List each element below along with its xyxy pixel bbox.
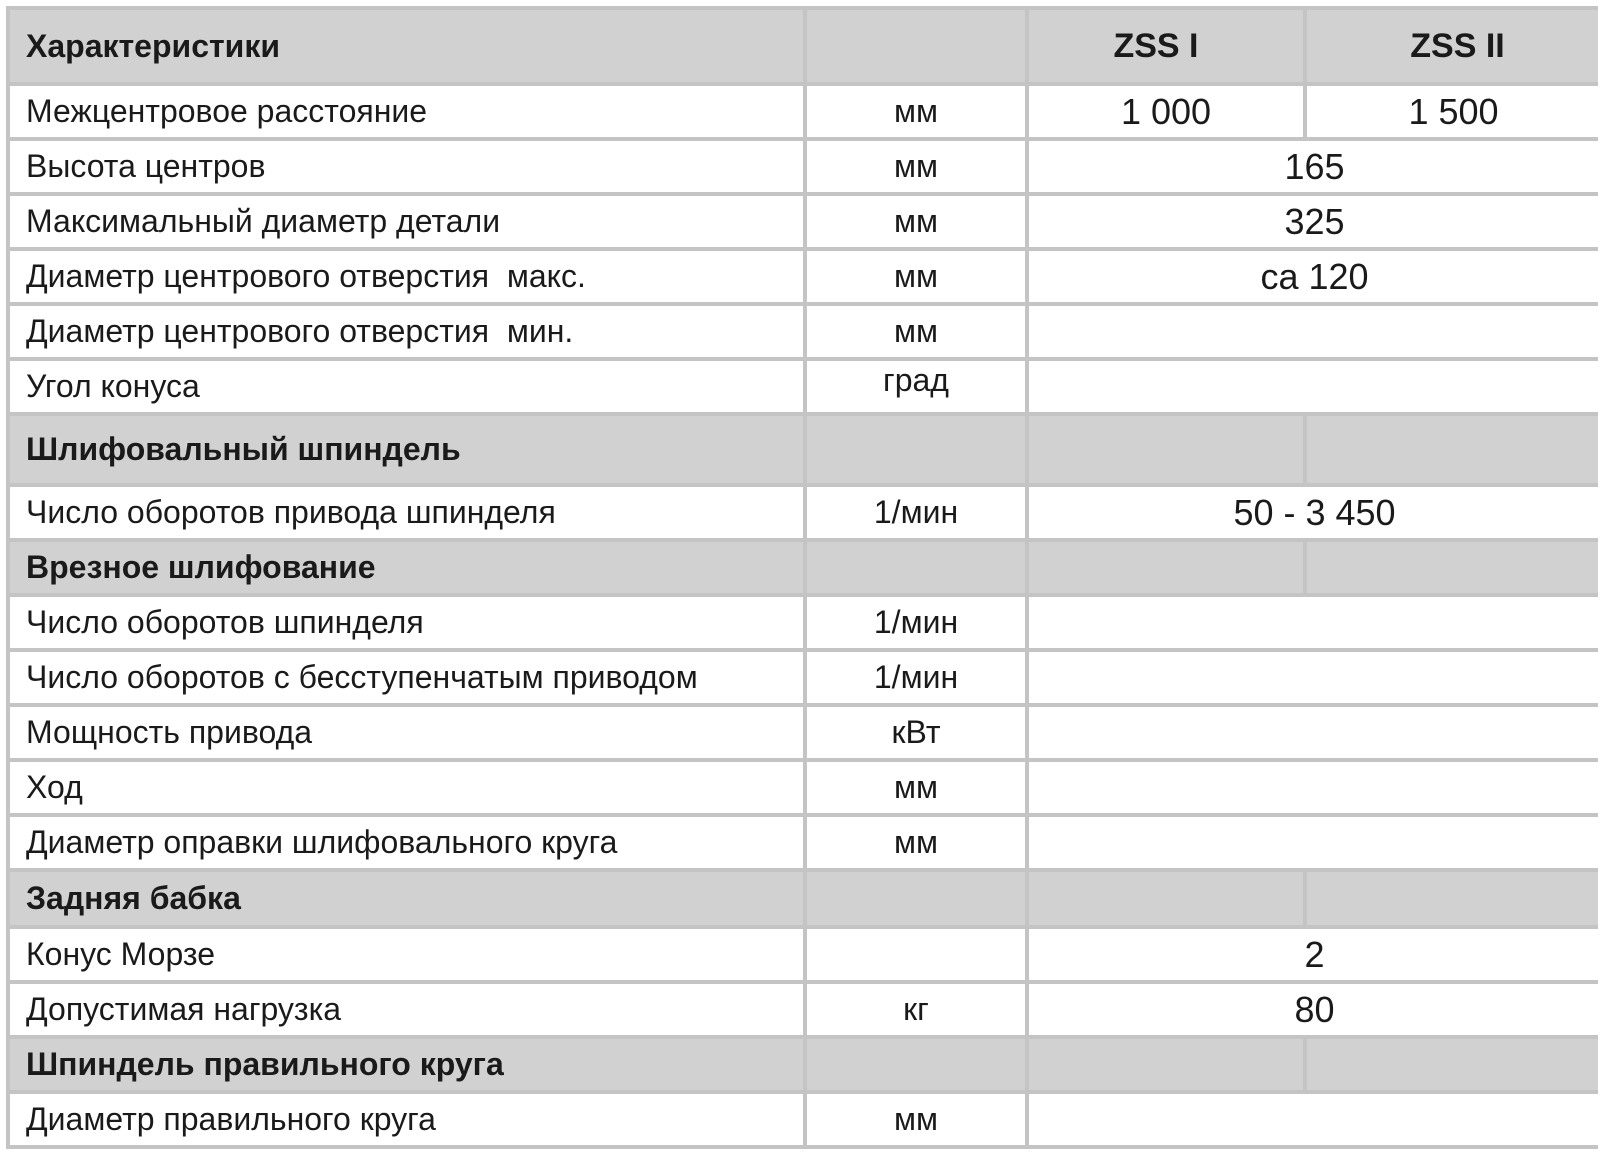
section-cell	[805, 1037, 1027, 1092]
section-cell	[1027, 540, 1305, 595]
section-cell	[1305, 870, 1600, 927]
table-row	[8, 84, 1600, 139]
spec-value: 165	[1027, 139, 1600, 194]
spec-unit: кг	[805, 982, 1027, 1037]
spec-unit: мм	[805, 194, 1027, 249]
table-row	[8, 815, 1600, 870]
table-row	[8, 927, 1600, 982]
spec-name: Число оборотов шпинделя	[8, 595, 805, 650]
table-row	[8, 595, 1600, 650]
spec-unit: кВт	[805, 705, 1027, 760]
model-name: ZSS II	[1410, 26, 1505, 65]
spec-unit-cell	[805, 359, 1027, 414]
spec-name: Межцентровое расстояние	[8, 84, 805, 139]
table-row	[8, 359, 1600, 414]
spec-unit: 1/мин	[805, 485, 1027, 540]
table-row	[8, 760, 1600, 815]
section-cell	[1305, 414, 1600, 485]
spec-unit: мм	[805, 249, 1027, 304]
spec-value: 325	[1027, 194, 1600, 249]
spec-value	[1027, 1092, 1600, 1147]
spec-value	[1027, 595, 1600, 650]
spec-name: Число оборотов с бесступенчатым приводом	[8, 650, 805, 705]
table-row	[8, 249, 1600, 304]
section-cell	[805, 540, 1027, 595]
section-cell	[1305, 540, 1600, 595]
section-cell	[1305, 1037, 1600, 1092]
spec-value	[1027, 304, 1600, 359]
spec-name: Максимальный диаметр детали	[8, 194, 805, 249]
spec-unit: мм	[805, 1092, 1027, 1147]
section-cell	[805, 870, 1027, 927]
table-row	[8, 705, 1600, 760]
spec-value	[1027, 650, 1600, 705]
spec-name: Диаметр оправки шлифовального круга	[8, 815, 805, 870]
spec-value: 1 000	[1027, 84, 1305, 139]
section-title: Шпиндель правильного круга	[8, 1037, 805, 1092]
spec-name: Диаметр правильного круга	[8, 1092, 805, 1147]
spec-name: Ход	[8, 760, 805, 815]
spec-unit: мм	[805, 139, 1027, 194]
spec-unit: мм	[805, 84, 1027, 139]
spec-unit: 1/мин	[805, 650, 1027, 705]
spec-name: Конус Морзе	[8, 927, 805, 982]
section-title: Шлифовальный шпиндель	[8, 414, 805, 485]
table-row	[8, 194, 1600, 249]
spec-value: 50 - 3 450	[1027, 485, 1600, 540]
spec-name: Допустимая нагрузка	[8, 982, 805, 1037]
header-unit-cell	[805, 8, 1027, 84]
spec-name: Диаметр центрового отверстия макс.	[8, 249, 805, 304]
spec-value	[1027, 359, 1600, 414]
spec-value: 1 500	[1305, 84, 1600, 139]
section-cell	[805, 414, 1027, 485]
spec-unit: мм	[805, 760, 1027, 815]
table-row	[8, 982, 1600, 1037]
spec-value: 80	[1027, 982, 1600, 1037]
table-row	[8, 650, 1600, 705]
spec-value: 2	[1027, 927, 1600, 982]
spec-unit	[805, 927, 1027, 982]
spec-value	[1027, 760, 1600, 815]
section-title: Врезное шлифование	[8, 540, 805, 595]
header-label: Характеристики	[8, 8, 805, 84]
spec-unit: мм	[805, 815, 1027, 870]
section-row	[8, 1037, 1600, 1092]
spec-name: Мощность привода	[8, 705, 805, 760]
spec-unit: 1/мин	[805, 595, 1027, 650]
spec-name: Угол конуса	[8, 359, 805, 414]
model-column-header	[1305, 8, 1600, 84]
table-row	[8, 485, 1600, 540]
section-row	[8, 870, 1600, 927]
table-row	[8, 139, 1600, 194]
table-row	[8, 1092, 1600, 1147]
spec-value: ca 120	[1027, 249, 1600, 304]
spec-name: Высота центров	[8, 139, 805, 194]
section-cell	[1027, 1037, 1305, 1092]
section-cell	[1027, 414, 1305, 485]
table-header-row	[8, 8, 1600, 84]
table-row	[8, 304, 1600, 359]
spec-value	[1027, 705, 1600, 760]
spec-value	[1027, 815, 1600, 870]
spec-table	[6, 6, 1600, 1149]
section-title: Задняя бабка	[8, 870, 805, 927]
spec-name: Диаметр центрового отверстия мин.	[8, 304, 805, 359]
section-cell	[1027, 870, 1305, 927]
model-column-header	[1027, 8, 1305, 84]
spec-name: Число оборотов привода шпинделя	[8, 485, 805, 540]
section-row	[8, 414, 1600, 485]
spec-unit: мм	[805, 304, 1027, 359]
spec-unit: град	[883, 362, 949, 398]
model-name: ZSS I	[1113, 26, 1199, 65]
section-row	[8, 540, 1600, 595]
